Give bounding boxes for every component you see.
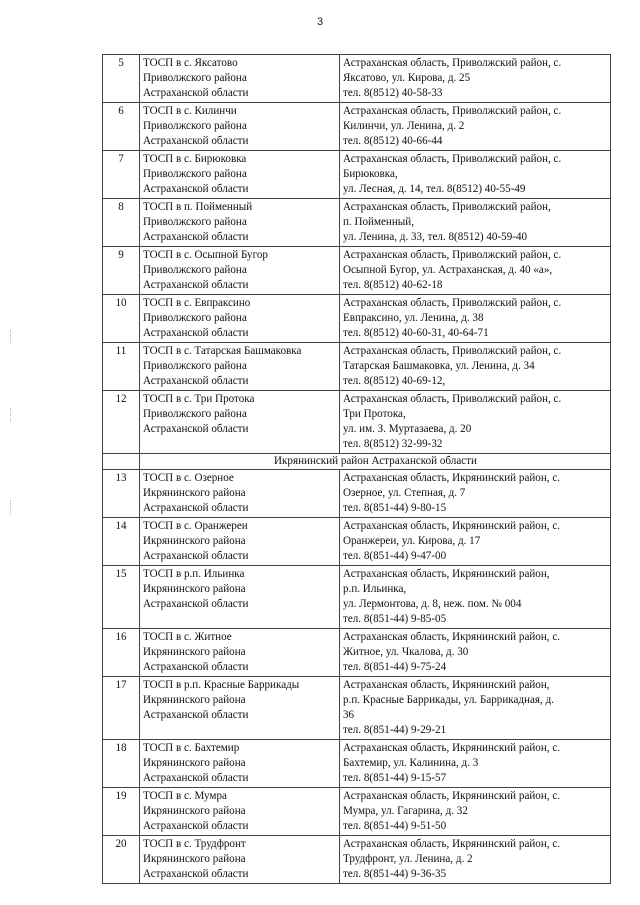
- margin-dot: [10, 408, 13, 422]
- region-header-section: [103, 454, 611, 470]
- row-number: 18: [103, 740, 140, 788]
- office-address: Астраханская область, Икрянинский район, с. Оранжереи, ул. Кирова, д. 17 тел. 8(851-44) 9-47-00: [340, 518, 611, 566]
- office-address: Астраханская область, Приволжский район, с. Бирюковка, ул. Лесная, д. 14, тел. 8(8512) 40-55-49: [340, 151, 611, 199]
- office-name: ТОСП в с. Трудфронт Икрянинского района Астраханской области: [140, 836, 340, 884]
- table-row: [103, 391, 611, 454]
- office-address: Астраханская область, Приволжский район, с. Осыпной Бугор, ул. Астраханская, д. 40 «а», тел. 8(8512) 40-62-18: [340, 247, 611, 295]
- office-address: Астраханская область, Приволжский район, с. Килинчи, ул. Ленина, д. 2 тел. 8(8512) 40-66-44: [340, 103, 611, 151]
- office-address: Астраханская область, Приволжский район, с. Евпраксино, ул. Ленина, д. 38 тел. 8(8512) 40-60-31, 40-64-71: [340, 295, 611, 343]
- row-number: 15: [103, 566, 140, 629]
- page-number: 3: [316, 16, 324, 28]
- table-row: [103, 566, 611, 629]
- table-row: [103, 470, 611, 518]
- table-row: [103, 55, 611, 103]
- row-number: 7: [103, 151, 140, 199]
- office-address: Астраханская область, Приволжский район, с. Татарская Башмаковка, ул. Ленина, д. 34 тел. 8(8512) 40-69-12,: [340, 343, 611, 391]
- row-number: 8: [103, 199, 140, 247]
- table-row: [103, 677, 611, 740]
- office-address: Астраханская область, Икрянинский район, р.п. Красные Баррикады, ул. Баррикадная, д. 36 тел. 8(851-44) 9-29-21: [340, 677, 611, 740]
- office-address: Астраханская область, Приволжский район, п. Пойменный, ул. Ленина, д. 33, тел. 8(8512) 40-59-40: [340, 199, 611, 247]
- row-number: 9: [103, 247, 140, 295]
- region-header: Икрянинский район Астраханской области: [140, 454, 611, 470]
- row-number: 17: [103, 677, 140, 740]
- office-name: ТОСП в с. Евпраксино Приволжского района Астраханской области: [140, 295, 340, 343]
- office-name: ТОСП в с. Килинчи Приволжского района Астраханской области: [140, 103, 340, 151]
- office-address: Астраханская область, Икрянинский район, с. Житное, ул. Чкалова, д. 30 тел. 8(851-44) 9-75-24: [340, 629, 611, 677]
- office-name: ТОСП в с. Бирюковка Приволжского района Астраханской области: [140, 151, 340, 199]
- row-number: 14: [103, 518, 140, 566]
- office-name: ТОСП в с. Яксатово Приволжского района Астраханской области: [140, 55, 340, 103]
- privolzhsky-section: [103, 55, 611, 454]
- row-number: 13: [103, 470, 140, 518]
- office-name: ТОСП в с. Татарская Башмаковка Приволжского района Астраханской области: [140, 343, 340, 391]
- table-row: [103, 629, 611, 677]
- row-number: 6: [103, 103, 140, 151]
- ikryaninsky-section: [103, 470, 611, 884]
- office-registry-table: [102, 54, 611, 884]
- table-row: [103, 518, 611, 566]
- row-number: 11: [103, 343, 140, 391]
- office-address: Астраханская область, Приволжский район, с. Яксатово, ул. Кирова, д. 25 тел. 8(8512) 40-58-33: [340, 55, 611, 103]
- office-name: ТОСП в с. Житное Икрянинского района Астраханской области: [140, 629, 340, 677]
- office-name: ТОСП в с. Озерное Икрянинского района Астраханской области: [140, 470, 340, 518]
- office-address: Астраханская область, Икрянинский район, с. Трудфронт, ул. Ленина, д. 2 тел. 8(851-44) 9-36-35: [340, 836, 611, 884]
- office-address: Астраханская область, Икрянинский район, с. Озерное, ул. Степная, д. 7 тел. 8(851-44) 9-80-15: [340, 470, 611, 518]
- office-name: ТОСП в п. Пойменный Приволжского района Астраханской области: [140, 199, 340, 247]
- region-header-spacer: [103, 454, 140, 470]
- table-row: [103, 295, 611, 343]
- row-number: 12: [103, 391, 140, 454]
- office-name: ТОСП в р.п. Ильинка Икрянинского района Астраханской области: [140, 566, 340, 629]
- office-name: ТОСП в с. Мумра Икрянинского района Астраханской области: [140, 788, 340, 836]
- row-number: 5: [103, 55, 140, 103]
- table-row: [103, 247, 611, 295]
- office-address: Астраханская область, Приволжский район, с. Три Протока, ул. им. З. Муртазаева, д. 20 тел. 8(8512) 32-99-32: [340, 391, 611, 454]
- row-number: 16: [103, 629, 140, 677]
- office-name: ТОСП в с. Три Протока Приволжского района Астраханской области: [140, 391, 340, 454]
- row-number: 10: [103, 295, 140, 343]
- row-number: 19: [103, 788, 140, 836]
- table-row: [103, 740, 611, 788]
- row-number: 20: [103, 836, 140, 884]
- table-row: [103, 151, 611, 199]
- office-name: ТОСП в с. Осыпной Бугор Приволжского района Астраханской области: [140, 247, 340, 295]
- table-row: [103, 199, 611, 247]
- margin-dot: [10, 500, 13, 514]
- region-header-row: [103, 454, 611, 470]
- office-address: Астраханская область, Икрянинский район, р.п. Ильинка, ул. Лермонтова, д. 8, неж. пом. № 004 тел. 8(851-44) 9-85-05: [340, 566, 611, 629]
- table-row: [103, 343, 611, 391]
- office-name: ТОСП в с. Оранжереи Икрянинского района Астраханской области: [140, 518, 340, 566]
- office-name: ТОСП в с. Бахтемир Икрянинского района Астраханской области: [140, 740, 340, 788]
- table-row: [103, 836, 611, 884]
- table-row: [103, 103, 611, 151]
- office-name: ТОСП в р.п. Красные Баррикады Икрянинского района Астраханской области: [140, 677, 340, 740]
- margin-dot: [10, 330, 13, 344]
- table-row: [103, 788, 611, 836]
- office-address: Астраханская область, Икрянинский район, с. Мумра, ул. Гагарина, д. 32 тел. 8(851-44) 9-51-50: [340, 788, 611, 836]
- office-address: Астраханская область, Икрянинский район, с. Бахтемир, ул. Калинина, д. 3 тел. 8(851-44) 9-15-57: [340, 740, 611, 788]
